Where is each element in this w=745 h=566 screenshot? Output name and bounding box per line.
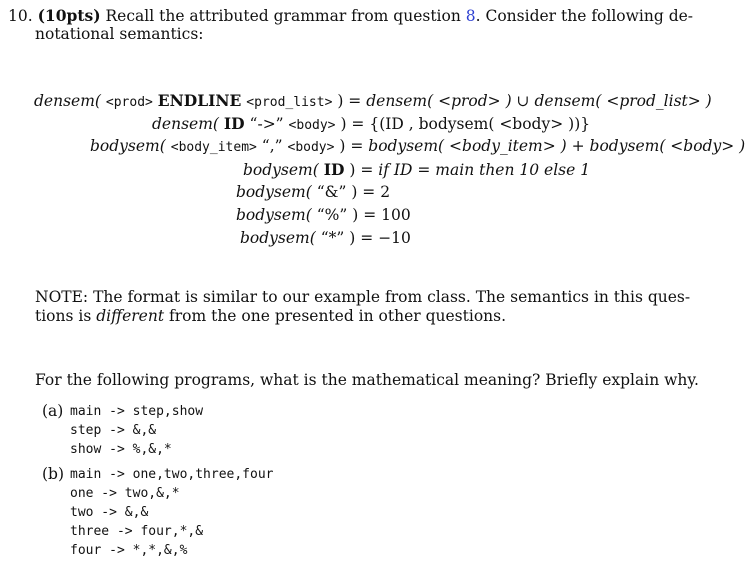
note-line2 [35,307,506,326]
note-line2-b: from the one presented in other questions. [164,307,507,325]
part-b-line-4: three -> four,*,& [70,524,204,539]
eq3-arg3: <body> [287,140,335,155]
note-line1: NOTE: The format is similar to our example from class. The semantics in this ques- [35,288,691,306]
equation-5: bodysem( “&” ) = 2 [236,183,391,201]
eq4-rhs: if ID = main then 10 else 1 [378,161,591,179]
question-header [8,6,693,26]
eq1-fn: densem( [34,92,101,110]
eq5-rhs: 2 [380,183,391,201]
question-intro-b: . Consider the following de- [475,7,694,25]
eq3-fn: bodysem( [90,137,166,155]
eq1-rhs: densem( <prod> ) ∪ densem( <prod_list> ) [366,92,712,110]
equation-6: bodysem( “%” ) = 100 [236,206,411,224]
eq5-fn: bodysem( [236,183,312,201]
part-a-line-1: main -> step,show [70,404,204,419]
eq3-rhs: bodysem( <body_item> ) + bodysem( <body> ) [368,137,745,155]
eq2-rhs: {(ID , bodysem( <body> ))} [369,115,591,133]
prompt-text: For the following programs, what is the mathematical meaning? Briefly explain why. [35,371,699,389]
equation-2: densem( ID “->” <body> ) = {(ID , bodysem( <body> ))} [152,114,591,133]
equation-7: bodysem( “*” ) = −10 [240,229,411,247]
question-reference[interactable]: 8 [465,7,476,25]
note-line2-a: tions is [35,307,97,325]
eq3-arg2: “,” [261,137,283,155]
part-a-label: (a) [42,402,64,420]
eq7-rhs: −10 [378,229,411,247]
question-number: 10. [8,7,33,25]
equation-3: bodysem( <body_item> “,” <body> ) = bodysem( <body_item> ) + bodysem( <body> ) [90,137,745,155]
part-b-label: (b) [42,465,65,483]
part-b-line-1: main -> one,two,three,four [70,467,274,482]
part-a-line-2: step -> &,& [70,423,157,438]
eq5-arg1: “&” [316,183,347,201]
eq6-fn: bodysem( [236,206,312,224]
eq2-arg2: “->” [249,115,284,133]
part-b-line-2: one -> two,&,* [70,486,180,501]
question-intro-line2: notational semantics: [35,25,204,43]
equation-1: densem( <prod> ENDLINE <prod_list> ) = densem( <prod> ) ∪ densem( <prod_list> ) [34,91,712,110]
eq1-arg2: ENDLINE [157,91,242,110]
eq6-arg1: “%” [316,206,348,224]
part-b-line-3: two -> &,& [70,505,149,520]
eq4-arg1: ID [323,160,345,179]
equation-4: bodysem( ID ) = if ID = main then 10 else 1 [243,160,591,179]
eq6-rhs: 100 [381,206,411,224]
question-intro-a: Recall the attributed grammar from question [105,7,461,25]
eq2-arg1: ID [223,114,245,133]
question-points: (10pts) [37,6,101,25]
eq2-arg3: <body> [288,118,336,133]
eq1-arg3: <prod_list> [246,95,333,110]
eq1-arg1: <prod> [105,95,153,110]
note-emphasis: different [96,307,165,325]
part-b-line-5: four -> *,*,&,% [70,543,188,558]
eq3-arg1: <body_item> [170,140,257,155]
eq4-fn: bodysem( [243,161,319,179]
eq2-fn: densem( [152,115,219,133]
eq7-fn: bodysem( [240,229,316,247]
eq7-arg1: “*” [320,229,345,247]
part-a-line-3: show -> %,&,* [70,442,172,457]
